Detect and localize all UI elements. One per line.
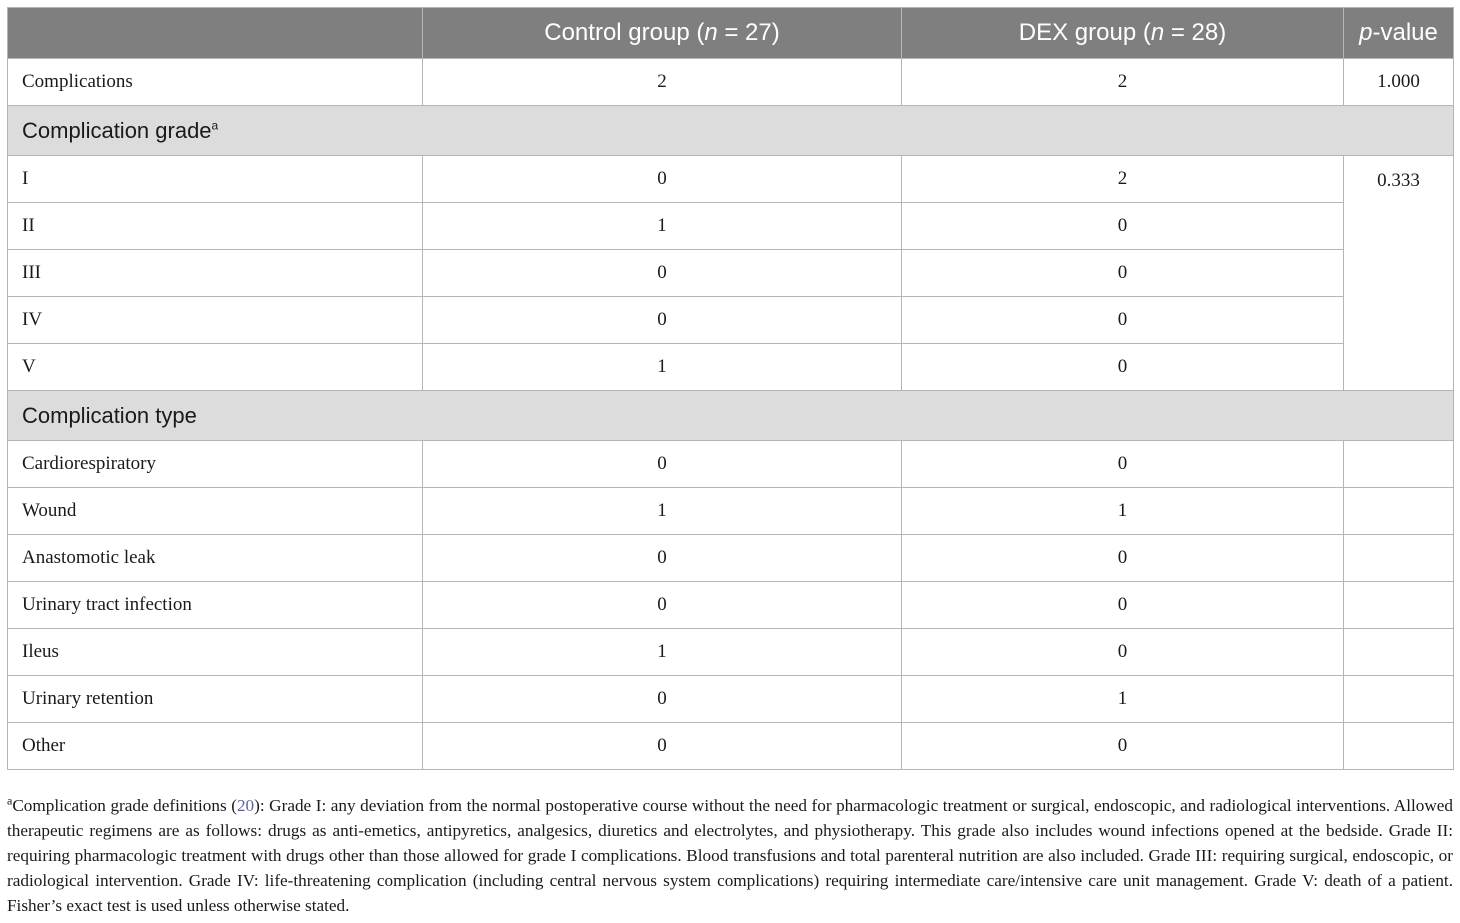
table-row	[8, 723, 1454, 770]
header-p-italic: p	[1359, 19, 1373, 46]
footnote-marker: a	[7, 793, 13, 808]
table-row	[8, 629, 1454, 676]
row-label: Urinary retention	[8, 676, 423, 723]
section-header-complication-type	[8, 391, 1454, 441]
reference-link[interactable]: 20	[236, 796, 255, 815]
header-dex-group	[902, 8, 1344, 59]
complications-table-container	[7, 7, 1453, 770]
table-row	[8, 441, 1454, 488]
control-value: 1	[423, 488, 902, 535]
header-empty-cell	[8, 8, 423, 59]
row-label: Ileus	[8, 629, 423, 676]
p-value: 1.000	[1344, 59, 1454, 106]
header-control-prefix: Control group (	[544, 19, 705, 46]
row-label: V	[8, 344, 423, 391]
table-row	[8, 156, 1454, 203]
section-title: Complication type	[8, 391, 1454, 441]
header-control-n: n	[704, 19, 718, 46]
header-p-suffix: -value	[1372, 19, 1438, 46]
dex-value: 0	[902, 203, 1344, 250]
row-label: IV	[8, 297, 423, 344]
dex-value: 2	[902, 156, 1344, 203]
table-row	[8, 488, 1454, 535]
header-dex-suffix: = 28)	[1164, 19, 1227, 46]
section-title	[8, 106, 1454, 156]
p-value	[1344, 441, 1454, 488]
table-row	[8, 582, 1454, 629]
footnote-marker: a	[211, 118, 219, 133]
dex-value: 0	[902, 582, 1344, 629]
row-label: Complications	[8, 59, 423, 106]
dex-value: 0	[902, 250, 1344, 297]
control-value: 0	[423, 723, 902, 770]
control-value: 0	[423, 250, 902, 297]
dex-value: 0	[902, 723, 1344, 770]
table-row	[8, 344, 1454, 391]
control-value: 0	[423, 441, 902, 488]
header-dex-n: n	[1150, 19, 1165, 46]
dex-value: 0	[902, 297, 1344, 344]
dex-value: 0	[902, 344, 1344, 391]
table-row	[8, 203, 1454, 250]
row-label: II	[8, 203, 423, 250]
header-control-suffix: = 27)	[717, 19, 780, 46]
table-footnote	[7, 793, 1453, 918]
dex-value: 1	[902, 676, 1344, 723]
p-value	[1344, 488, 1454, 535]
header-dex-prefix: DEX group (	[1018, 19, 1151, 46]
control-value: 0	[423, 156, 902, 203]
table-row	[8, 535, 1454, 582]
control-value: 0	[423, 535, 902, 582]
dex-value: 0	[902, 629, 1344, 676]
control-value: 1	[423, 203, 902, 250]
row-label: Anastomotic leak	[8, 535, 423, 582]
row-label: Urinary tract infection	[8, 582, 423, 629]
table-row	[8, 250, 1454, 297]
dex-value: 0	[902, 535, 1344, 582]
p-value	[1344, 535, 1454, 582]
table-header	[8, 8, 1454, 59]
p-value	[1344, 676, 1454, 723]
control-value: 0	[423, 676, 902, 723]
row-label: III	[8, 250, 423, 297]
dex-value: 2	[902, 59, 1344, 106]
p-value-grade: 0.333	[1344, 156, 1454, 391]
control-value: 2	[423, 59, 902, 106]
row-label: Cardiorespiratory	[8, 441, 423, 488]
row-label: Wound	[8, 488, 423, 535]
p-value	[1344, 582, 1454, 629]
footnote-lead: Complication grade definitions (	[12, 796, 237, 815]
control-value: 1	[423, 629, 902, 676]
header-control-group	[423, 8, 902, 59]
complications-table	[7, 7, 1454, 770]
table-row	[8, 676, 1454, 723]
row-label: Other	[8, 723, 423, 770]
control-value: 0	[423, 582, 902, 629]
section-header-complication-grade	[8, 106, 1454, 156]
row-label: I	[8, 156, 423, 203]
control-value: 1	[423, 344, 902, 391]
dex-value: 1	[902, 488, 1344, 535]
section-title-text: Complication grade	[22, 117, 212, 143]
header-p-value	[1344, 8, 1454, 59]
control-value: 0	[423, 297, 902, 344]
p-value	[1344, 629, 1454, 676]
footnote-text: ): Grade I: any deviation from the normal postoperative course without the need for pharmacologic treatment or surgical, endoscopic, and radiological interventions. Allowed therapeutic regimens are as follows: drugs as anti-emetics, antipyretics, analgesics, diuretics and electrolytes, and physiotherapy. This grade also includes wound infections opened at the bedside. Grade II: requiring pharmacologic treatment with drugs other than those allowed for grade I complications. Blood transfusions and total parenteral nutrition are also included. Grade III: requiring surgical, endoscopic, or radiological intervention. Grade IV: life-threatening complication (including central nervous system complications) requiring intermediate care/intensive care unit management. Grade V: death of a patient. Fisher’s exact test is used unless otherwise stated.	[7, 796, 1453, 915]
p-value	[1344, 723, 1454, 770]
table-row-complications	[8, 59, 1454, 106]
table-row	[8, 297, 1454, 344]
dex-value: 0	[902, 441, 1344, 488]
